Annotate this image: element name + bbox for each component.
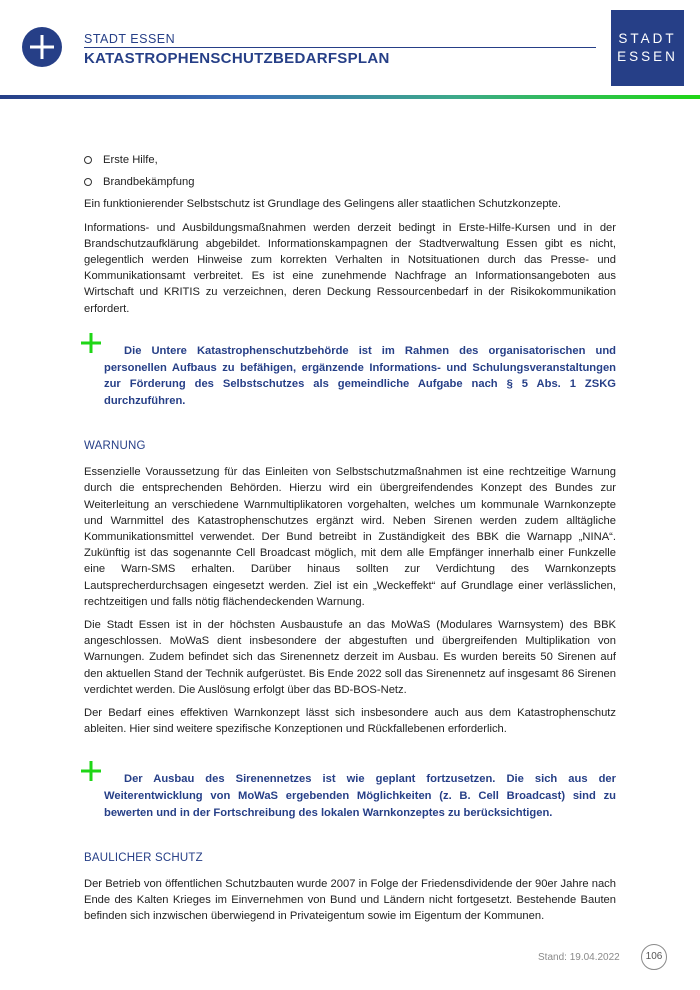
circle-bullet-icon	[84, 156, 92, 164]
paragraph: Der Bedarf eines effektiven Warnkonzept lässt sich insbesondere auch aus dem Katastrophenschutz ableiten. Hier sind weitere spezifische Konzeptionen und Rückfallebenen erforderlich.	[84, 707, 616, 736]
callout-text: Der Ausbau des Sirenennetzes ist wie geplant fortzusetzen. Die sich aus der Weiterentwicklung von MoWaS ergebenden Möglichkeiten (z. B. Cell Broadcast) sind zu bewerten und in der Fortschreibung des lokalen Warnkonzeptes zu berücksichtigen.	[104, 773, 616, 820]
green-plus-icon	[80, 760, 102, 782]
footer-date: Stand: 19.04.2022	[538, 952, 620, 963]
list-item-text: Erste Hilfe,	[103, 154, 158, 166]
stadt-essen-logo	[611, 10, 684, 86]
section-heading-baulicher-schutz: BAULICHER SCHUTZ	[84, 851, 203, 864]
header-divider	[84, 47, 596, 48]
recommendation-callout	[84, 771, 616, 821]
paragraph: Ein funktionierender Selbstschutz ist Grundlage des Gelingens aller staatlichen Schutzkonzepte.	[84, 198, 561, 211]
paragraph: Essenzielle Voraussetzung für das Einleiten von Selbstschutzmaßnahmen ist eine rechtzeitige Warnung durch die entsprechenden Behörden. Hierzu wird ein übergreifendendes Konzept des Bundes zur Weiterleitung an verschiedene Warnmultiplikatoren vorgehalten, welches um kommunale Warnkonzepte und Warnmittel des Katastrophenschutzes ergänzt wird. Neben Sirenen werden zudem alltägliche Kommunikationsmittel verwendet. Der Bund betreibt in Zuständigkeit des BBK die Warnapp „NINA“. Zukünftig ist das sogenannte Cell Broadcast möglich, mit dem alle Empfänger innerhalb einer Funkzelle eine Warn-SMS erhalten. Darüber hinaus sollten zur Verdichtung des Warnkonzepts Lautsprecherdurchsagen eingesetzt werden. Ziel ist ein „Weckeffekt“ auf Grundlage einer verlässlichen, rechtzeitigen und falls nötig flächendeckenden Warnung.	[84, 466, 616, 608]
brand-line-2: ESSEN	[617, 49, 678, 64]
callout-text: Die Untere Katastrophenschutzbehörde ist im Rahmen des organisatorischen und personellen Aufbaus zu befähigen, ergänzende Informations- und Schulungsveranstaltungen zur Förderung des Selbstschutzes als gemeindliche Aufgabe nach § 5 Abs. 1 ZSKG durchzuführen.	[104, 344, 616, 408]
paragraph: Die Stadt Essen ist in der höchsten Ausbaustufe an das MoWaS (Modulares Warnsystem) des BBK angeschlossen. MoWaS dient insbesondere der abgestuften und übergreifenden Multiplikation von Warnungen. Zudem befindet sich das Sirenennetz derzeit im Ausbau. Es wurden bereits 50 Sirenen auf den aktuellen Stand der Technik aufgerüstet. Bis Ende 2022 soll das Sirenennetz auf insgesamt 86 Sirenen verdichtet werden. Die Auslösung erfolgt über das BD-BOS-Netz.	[84, 619, 616, 696]
recommendation-callout	[84, 343, 616, 410]
page-content	[84, 152, 616, 932]
list-item	[84, 152, 616, 168]
list-item	[84, 174, 616, 190]
header-org: STADT ESSEN	[84, 32, 176, 46]
list-item-text: Brandbekämpfung	[103, 176, 195, 189]
paragraph: Informations- und Ausbildungsmaßnahmen werden derzeit bedingt in Erste-Hilfe-Kursen und in der Brandschutzaufklärung abgebildet. Informationskampagnen der Stadtverwaltung Essen gibt es nicht, gelegentlich werden Hinweise zum korrekten Verhalten in Notsituationen durch das Presse- und Kommunikationsamt verbreitet. Es ist eine zunehmende Nachfrage an Informationsangeboten aus Wirtschaft und KRITIS zu verzeichnen, deren Deckung Ressourcenbedarf in der Risikokommunikation erfordert.	[84, 221, 616, 315]
circle-bullet-icon	[84, 178, 92, 186]
header-color-stripe	[0, 95, 700, 99]
plus-logo-icon	[22, 27, 62, 67]
green-plus-icon	[80, 332, 102, 354]
document-title: KATASTROPHENSCHUTZBEDARFSPLAN	[84, 50, 390, 67]
brand-line-1: STADT	[618, 31, 677, 46]
paragraph: Der Betrieb von öffentlichen Schutzbauten wurde 2007 in Folge der Friedensdividende der 90er Jahre nach Ende des Kalten Krieges im Einvernehmen von Bund und Ländern nicht fortgesetzt. Bestehende Bauten befinden sich inzwischen überwiegend in Privateigentum sowie im Eigentum der Kommunen.	[84, 878, 616, 923]
section-heading-warnung: WARNUNG	[84, 440, 146, 453]
page-number: 106	[641, 944, 667, 970]
